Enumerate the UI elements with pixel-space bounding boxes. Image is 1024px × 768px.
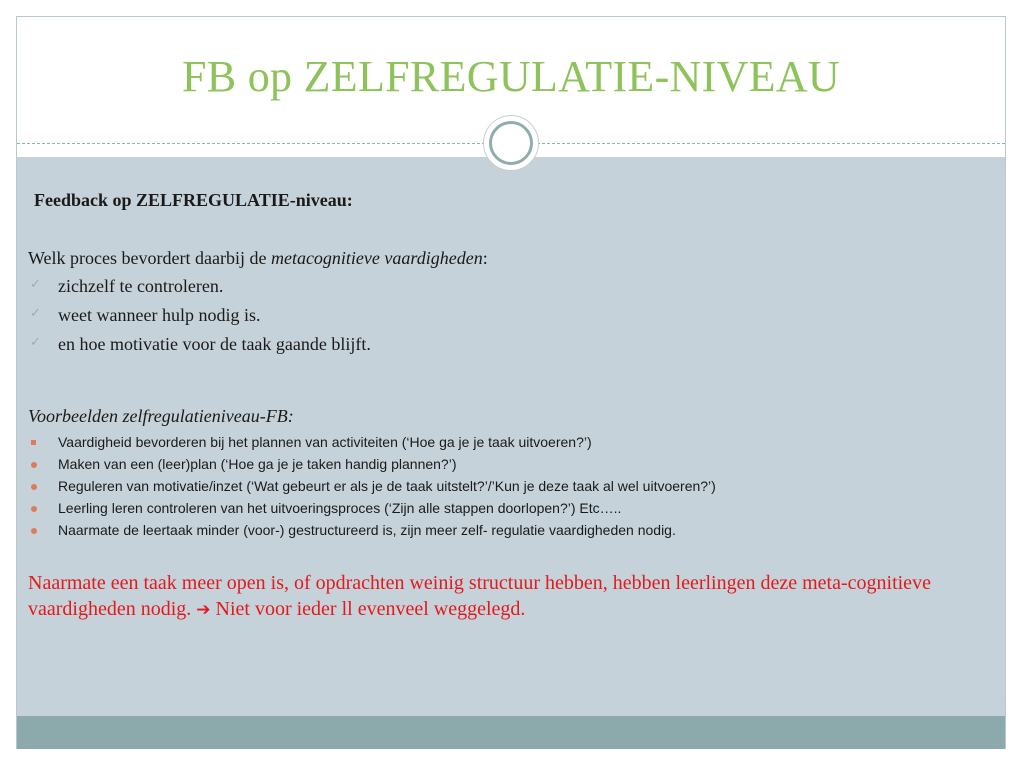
checklist-item xyxy=(28,305,371,334)
bullet-dot-icon xyxy=(31,528,37,534)
examples-heading: Voorbeelden zelfregulatieniveau-FB: xyxy=(28,406,294,426)
intro-emphasis: metacognitieve vaardigheden xyxy=(270,248,483,268)
example-item xyxy=(28,522,716,544)
example-item xyxy=(28,500,716,522)
examples-list xyxy=(28,434,716,544)
right-arrow-icon: ➔ xyxy=(196,600,211,620)
checklist-item xyxy=(28,276,371,305)
bullet-dot-icon xyxy=(31,506,37,512)
highlight-note xyxy=(28,570,968,623)
example-item-label: Naarmate de leertaak minder (voor-) gestructureerd is, zijn meer zelf- regulatie vaardigheden nodig. xyxy=(58,522,676,538)
example-item xyxy=(28,456,716,478)
intro-text: Welk proces bevordert daarbij de xyxy=(28,248,271,268)
example-item-label: Reguleren van motivatie/inzet (‘Wat gebeurt er als je de taak uitstelt?’/’Kun je deze taak al wel uitvoeren?’) xyxy=(58,478,716,494)
bullet-square-icon xyxy=(31,440,36,445)
checklist-item xyxy=(28,334,371,363)
intro-end: : xyxy=(482,248,488,268)
checklist-item-label: en hoe motivatie voor de taak gaande blijft. xyxy=(58,334,371,354)
subheading: Feedback op ZELFREGULATIE-niveau: xyxy=(34,190,353,210)
example-item xyxy=(28,434,716,456)
checkmark-icon: ✓ xyxy=(30,335,41,350)
checklist-item-label: zichzelf te controleren. xyxy=(58,276,224,296)
slide-title: FB op ZELFREGULATIE-NIVEAU xyxy=(182,52,840,101)
checklist-item-label: weet wanneer hulp nodig is. xyxy=(58,305,261,325)
checkmark-icon: ✓ xyxy=(30,277,41,292)
note-end: Niet voor ieder ll evenveel weggelegd. xyxy=(210,598,526,620)
bullet-dot-icon xyxy=(31,484,37,490)
ring-icon xyxy=(489,121,533,165)
note-text: Naarmate een taak meer open is, of opdrachten weinig structuur hebben, hebben leerlingen deze meta-cognitieve vaardigheden nodig. xyxy=(28,572,931,620)
intro-line xyxy=(28,248,488,269)
checklist xyxy=(28,276,371,363)
example-item-label: Vaardigheid bevorderen bij het plannen van activiteiten (‘Hoe ga je je taak uitvoeren?’) xyxy=(58,434,592,450)
circle-ornament-icon xyxy=(483,115,539,171)
slide xyxy=(16,16,1006,749)
footer-bar xyxy=(17,716,1005,749)
example-item-label: Leerling leren controleren van het uitvoeringsproces (‘Zijn alle stappen doorlopen?’) Etc….. xyxy=(58,500,622,516)
example-item-label: Maken van een (leer)plan (‘Hoe ga je je taken handig plannen?’) xyxy=(58,456,457,472)
checkmark-icon: ✓ xyxy=(30,306,41,321)
example-item xyxy=(28,478,716,500)
bullet-dot-icon xyxy=(31,462,37,468)
